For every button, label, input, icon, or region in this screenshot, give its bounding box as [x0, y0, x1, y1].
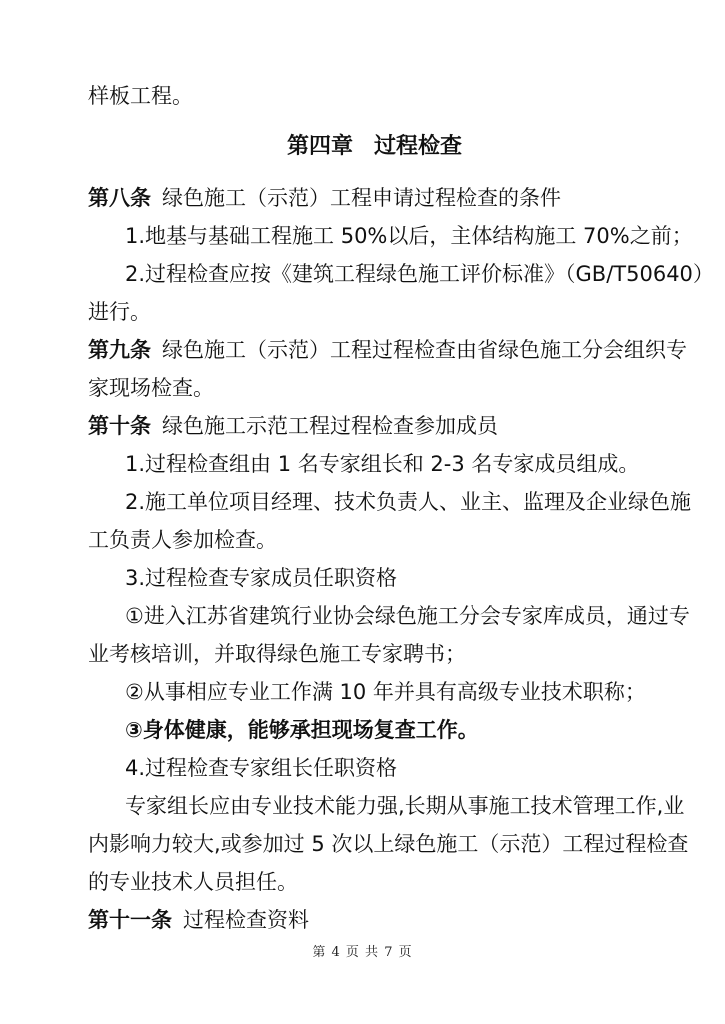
line-text: 绿色施工（示范）工程申请过程检查的条件: [162, 186, 561, 210]
document-body: [88, 77, 714, 939]
line-text: 过程检查: [374, 134, 463, 159]
paragraph-line: [88, 559, 661, 597]
line-text: 2.施工单位项目经理、技术负责人、业主、监理及企业绿色施: [125, 490, 692, 514]
paragraph-line: [88, 521, 661, 559]
line-text: 绿色施工（示范）工程过程检查由省绿色施工分会组织专: [162, 338, 687, 362]
page-number-text: 第 4 页 共 7 页: [312, 945, 413, 960]
line-text: 样板工程。: [88, 84, 193, 108]
article-number: 第十一条: [88, 908, 172, 932]
line-text: 业考核培训，并取得绿色施工专家聘书；: [88, 642, 466, 666]
article-number: 第四章: [286, 134, 353, 159]
line-text: 4.过程检查专家组长任职资格: [125, 756, 398, 780]
line-text: 1.过程检查组由 1 名专家组长和 2-3 名专家成员组成。: [125, 452, 640, 476]
article-line: [88, 179, 661, 217]
line-text: 3.过程检查专家成员任职资格: [125, 566, 398, 590]
paragraph-line: [88, 255, 714, 293]
paragraph-line: [88, 369, 661, 407]
line-text: 进行。: [88, 300, 151, 324]
article-line: [88, 407, 661, 445]
line-text: ①进入江苏省建筑行业协会绿色施工分会专家库成员，通过专: [125, 604, 690, 628]
line-text: 2.过程检查应按《建筑工程绿色施工评价标准》（GB/T50640）: [125, 262, 714, 286]
page-footer: [0, 941, 725, 960]
line-text: 绿色施工示范工程过程检查参加成员: [162, 414, 498, 438]
line-text: 1.地基与基础工程施工 50%以后，主体结构施工 70%之前；: [125, 224, 693, 248]
article-line: [88, 331, 687, 369]
article-line: [88, 901, 661, 939]
article-number: 第十条: [88, 414, 151, 438]
line-text: ③身体健康，能够承担现场复查工作。: [125, 718, 479, 742]
line-text: 专家组长应由专业技术能力强,长期从事施工技术管理工作,业: [125, 794, 685, 818]
paragraph-line: [88, 77, 661, 115]
line-text: 的专业技术人员担任。: [88, 870, 298, 894]
paragraph-line: [88, 293, 661, 331]
paragraph-line: [88, 749, 661, 787]
line-text: 过程检查资料: [183, 908, 309, 932]
paragraph-line: [88, 635, 661, 673]
paragraph-line: [88, 673, 661, 711]
paragraph-line: [88, 597, 690, 635]
paragraph-line: [88, 863, 661, 901]
paragraph-line: [88, 483, 692, 521]
paragraph-line: [88, 825, 689, 863]
line-text: 内影响力较大,或参加过 5 次以上绿色施工（示范）工程过程检查: [88, 832, 689, 856]
paragraph-line: [88, 217, 693, 255]
line-text: 家现场检查。: [88, 376, 214, 400]
article-number: 第八条: [88, 186, 151, 210]
chapter-heading: [88, 128, 661, 166]
paragraph-line: [88, 711, 661, 749]
paragraph-line: [88, 787, 685, 825]
line-text: 工负责人参加检查。: [88, 528, 277, 552]
line-text: ②从事相应专业工作满 10 年并具有高级专业技术职称；: [125, 680, 646, 704]
article-number: 第九条: [88, 338, 151, 362]
paragraph-line: [88, 445, 661, 483]
